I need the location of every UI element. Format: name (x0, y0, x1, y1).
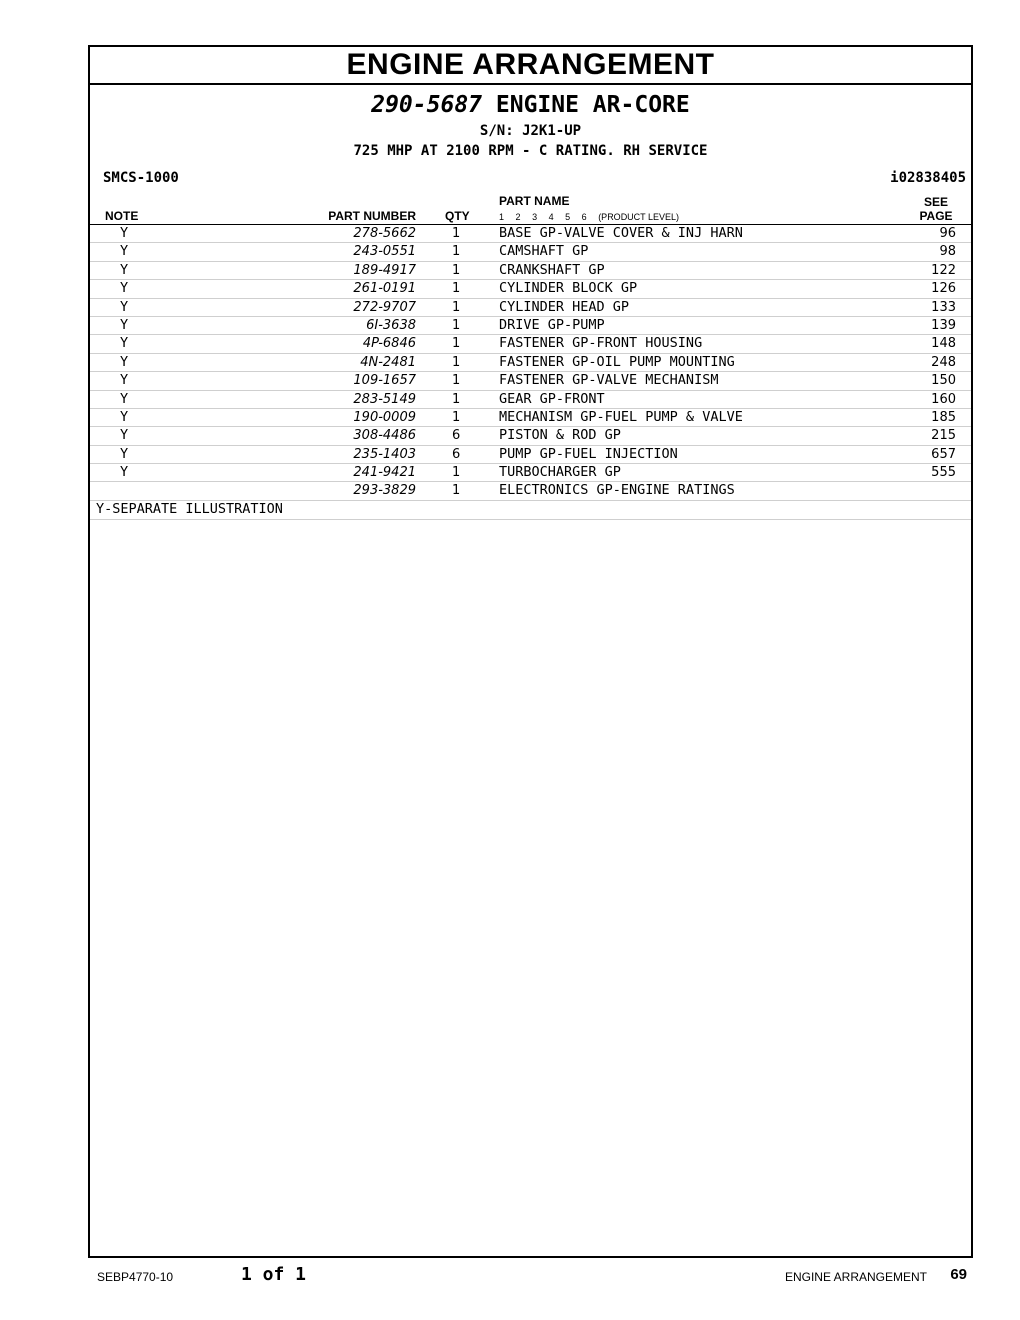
row-see-page[interactable]: 96 (939, 226, 956, 241)
row-note: Y (120, 280, 129, 297)
row-part-name: TURBOCHARGER GP (499, 464, 621, 481)
row-qty: 1 (452, 299, 461, 315)
row-qty: 1 (452, 391, 461, 407)
product-level: 3 (532, 212, 538, 222)
product-level: 1 (499, 212, 505, 222)
parts-table (90, 225, 971, 520)
row-part-number: 308-4486 (353, 428, 416, 444)
row-part-name: MECHANISM GP-FUEL PUMP & VALVE (499, 408, 743, 425)
row-note: Y (120, 464, 129, 481)
row-see-page[interactable]: 657 (931, 446, 956, 462)
column-header-qty: QTY (445, 209, 470, 223)
table-row (90, 243, 971, 261)
row-qty: 1 (452, 317, 461, 333)
row-part-number: 109-1657 (353, 373, 416, 389)
product-level: 5 (565, 212, 571, 222)
row-note: Y (120, 427, 129, 444)
row-part-number: 278-5662 (353, 226, 416, 241)
table-row (90, 317, 971, 335)
row-note: Y (120, 225, 129, 241)
row-part-name: ELECTRONICS GP-ENGINE RATINGS (499, 482, 735, 499)
row-part-name: DRIVE GP-PUMP (499, 316, 605, 333)
row-see-page[interactable]: 148 (931, 336, 956, 352)
row-see-page[interactable]: 248 (931, 354, 956, 370)
row-note: Y (120, 298, 129, 315)
row-part-name: CAMSHAFT GP (499, 243, 589, 260)
row-see-page[interactable]: 185 (931, 409, 956, 425)
row-part-name: CYLINDER HEAD GP (499, 298, 630, 315)
row-qty: 1 (452, 483, 461, 499)
row-see-page[interactable]: 150 (931, 373, 956, 389)
row-note: Y (120, 316, 129, 333)
row-note: Y (120, 408, 129, 425)
row-note: Y (120, 353, 129, 370)
table-row (90, 299, 971, 317)
row-qty: 1 (452, 281, 461, 297)
row-part-number: 293-3829 (353, 483, 416, 499)
table-row (90, 409, 971, 427)
row-qty: 1 (452, 226, 461, 241)
column-header-page: PAGE (919, 209, 953, 223)
row-note: Y (120, 445, 129, 462)
table-row (90, 482, 971, 500)
row-see-page[interactable]: 555 (931, 465, 956, 481)
table-row (90, 464, 971, 482)
row-note: Y (120, 243, 129, 260)
product-levels (499, 211, 688, 223)
row-part-number: 261-0191 (353, 281, 416, 297)
row-qty: 1 (452, 336, 461, 352)
row-note: Y (120, 261, 129, 278)
row-note: Y (120, 372, 129, 389)
row-part-number: 241-9421 (353, 465, 416, 481)
row-qty: 6 (452, 428, 461, 444)
table-row (90, 446, 971, 464)
group-description: ENGINE AR-CORE (495, 92, 690, 118)
row-part-name: PISTON & ROD GP (499, 427, 621, 444)
row-part-number: 6I-3638 (366, 317, 416, 333)
row-qty: 1 (452, 465, 461, 481)
row-see-page[interactable]: 98 (939, 244, 956, 260)
column-header-part-number: PART NUMBER (328, 209, 416, 223)
row-see-page[interactable]: 133 (931, 299, 956, 315)
section-name: ENGINE ARRANGEMENT (784, 1270, 927, 1284)
page-of-indicator: 1 of 1 (241, 1264, 307, 1285)
illustration-id: i02838405 (890, 170, 966, 186)
row-part-name: FASTENER GP-FRONT HOUSING (499, 335, 703, 352)
document-id: SEBP4770-10 (97, 1270, 174, 1284)
table-row (90, 391, 971, 409)
row-part-number: 4N-2481 (360, 354, 416, 370)
row-see-page[interactable]: 122 (931, 262, 956, 278)
row-see-page[interactable]: 139 (931, 317, 956, 333)
row-qty: 1 (452, 244, 461, 260)
column-header-see: SEE (923, 195, 948, 209)
row-part-number: 272-9707 (353, 299, 416, 315)
footnote: Y-SEPARATE ILLUSTRATION (96, 500, 283, 517)
column-header-part-name: PART NAME (499, 194, 570, 208)
row-note: Y (120, 335, 129, 352)
row-qty: 6 (452, 446, 461, 462)
row-part-name: BASE GP-VALVE COVER & INJ HARN (499, 225, 743, 241)
group-title (90, 91, 971, 119)
row-part-number: 235-1403 (353, 446, 416, 462)
page-frame (88, 45, 973, 1258)
row-part-number: 4P-6846 (362, 336, 416, 352)
row-see-page[interactable]: 160 (931, 391, 956, 407)
product-level: 2 (515, 212, 521, 222)
product-level-label: (PRODUCT LEVEL) (598, 212, 680, 222)
row-see-page[interactable]: 215 (931, 428, 956, 444)
row-part-name: CYLINDER BLOCK GP (499, 280, 638, 297)
row-part-number: 190-0009 (353, 409, 416, 425)
row-part-name: PUMP GP-FUEL INJECTION (499, 445, 678, 462)
page-number: 69 (950, 1266, 967, 1283)
product-level: 4 (548, 212, 554, 222)
row-see-page[interactable]: 126 (931, 281, 956, 297)
table-row (90, 354, 971, 372)
table-row (90, 225, 971, 243)
table-row (90, 372, 971, 390)
table-row (90, 280, 971, 298)
group-part-number: 290-5687 (371, 92, 483, 118)
product-level: 6 (581, 212, 587, 222)
smcs-code: SMCS-1000 (103, 170, 179, 186)
row-part-number: 283-5149 (353, 391, 416, 407)
table-row (90, 335, 971, 353)
footnote-row (90, 501, 971, 520)
row-part-name: FASTENER GP-VALVE MECHANISM (499, 372, 719, 389)
row-qty: 1 (452, 409, 461, 425)
table-row (90, 427, 971, 445)
rating-text: 725 MHP AT 2100 RPM - C RATING. RH SERVICE (353, 143, 708, 159)
column-header-note: NOTE (105, 209, 139, 223)
row-part-name: GEAR GP-FRONT (499, 390, 605, 407)
row-qty: 1 (452, 373, 461, 389)
row-qty: 1 (452, 354, 461, 370)
row-note: Y (120, 390, 129, 407)
row-part-name: FASTENER GP-OIL PUMP MOUNTING (499, 353, 735, 370)
title-bar (90, 47, 971, 85)
row-part-name: CRANKSHAFT GP (499, 261, 605, 278)
row-part-number: 189-4917 (353, 262, 416, 278)
table-row (90, 262, 971, 280)
page-title: ENGINE ARRANGEMENT (346, 48, 715, 81)
row-qty: 1 (452, 262, 461, 278)
serial-number: S/N: J2K1-UP (479, 123, 582, 139)
row-part-number: 243-0551 (353, 244, 416, 260)
